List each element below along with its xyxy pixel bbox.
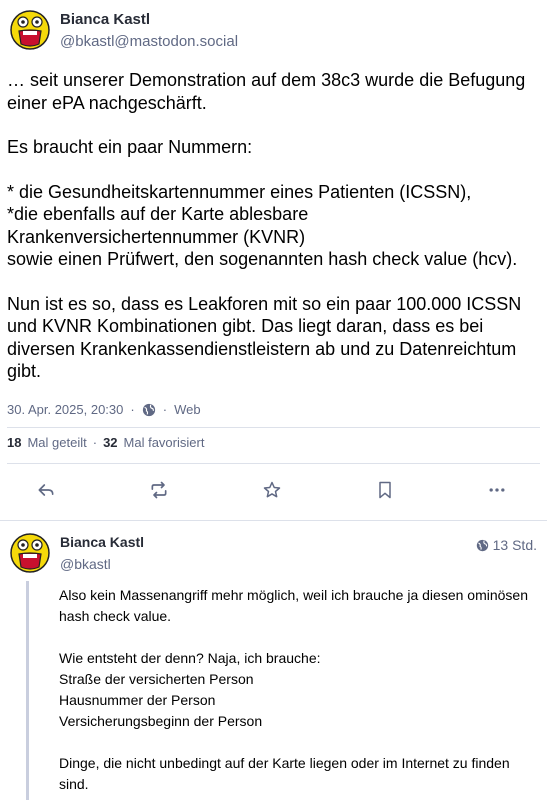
more-icon bbox=[487, 480, 507, 500]
reply-post[interactable] bbox=[0, 520, 547, 800]
meta-separator: · bbox=[130, 402, 135, 417]
post-stats bbox=[7, 435, 204, 450]
reply-paragraph: Dinge, die nicht unbedingt auf der Karte liegen oder im Internet zu finden sind. bbox=[59, 755, 510, 792]
author-avatar[interactable] bbox=[10, 10, 50, 50]
boosts-count[interactable]: 18 bbox=[7, 435, 22, 450]
reply-author-name[interactable]: Bianca Kastl bbox=[60, 534, 145, 550]
reply-paragraph: Wie entsteht der denn? Naja, ich brauche: Straße der versicherten Person Hausnummer der Person Versicherungsbeginn der Person bbox=[59, 650, 321, 729]
post-paragraph: Es braucht ein paar Nummern: bbox=[7, 137, 253, 157]
post-timestamp[interactable]: 30. Apr. 2025, 20:30 bbox=[7, 402, 124, 417]
divider bbox=[7, 427, 540, 428]
globe-icon bbox=[476, 539, 489, 552]
post-content bbox=[7, 69, 540, 405]
post-paragraph: * die Gesundheitskartennummer eines Patienten (ICSSN), *die ebenfalls auf der Karte ablesbare Krankenversichertennummer (KVNR) sowie einen Prüfwert, den sogenannten hash check value (hcv). bbox=[7, 181, 518, 269]
divider bbox=[7, 463, 540, 464]
thread-line bbox=[26, 581, 29, 800]
reply-content bbox=[59, 585, 537, 800]
more-button[interactable] bbox=[482, 476, 512, 504]
stats-separator: · bbox=[92, 435, 98, 450]
reply-author-handle[interactable]: @bkastl bbox=[60, 556, 111, 572]
boost-button[interactable] bbox=[144, 476, 174, 504]
reply-paragraph: Also kein Massenangriff mehr möglich, weil ich brauche ja diesen ominösen hash check value. bbox=[59, 587, 528, 624]
action-bar bbox=[0, 476, 547, 506]
favourites-label[interactable]: Mal favorisiert bbox=[123, 435, 205, 450]
author-handle[interactable]: @bkastl@mastodon.social bbox=[60, 33, 239, 50]
boost-icon bbox=[149, 480, 169, 500]
post-paragraph: Nun ist es so, dass es Leakforen mit so ein paar 100.000 ICSSN und KVNR Kombinationen gibt. Das liegt daran, dass es bei diversen Krankenkassendienstleistern ab und zu Datenreichtum gibt. bbox=[7, 293, 522, 381]
bookmark-icon bbox=[375, 480, 395, 500]
post-meta bbox=[7, 402, 201, 417]
reply-author-avatar[interactable] bbox=[10, 533, 50, 573]
reply-relative-time: 13 Std. bbox=[492, 537, 537, 553]
avatar-icon bbox=[10, 10, 50, 50]
reply-button[interactable] bbox=[31, 476, 61, 504]
globe-icon bbox=[142, 403, 156, 417]
favourite-button[interactable] bbox=[257, 476, 287, 504]
post-client: Web bbox=[174, 402, 201, 417]
avatar-icon bbox=[10, 533, 50, 573]
bookmark-button[interactable] bbox=[370, 476, 400, 504]
post-paragraph: … seit unserer Demonstration auf dem 38c3 wurde die Befugung einer ePA nachgeschärft. bbox=[7, 70, 526, 113]
reply-icon bbox=[36, 480, 56, 500]
reply-time[interactable] bbox=[476, 537, 537, 553]
meta-separator: · bbox=[162, 402, 168, 417]
favourites-count[interactable]: 32 bbox=[103, 435, 118, 450]
boosts-label[interactable]: Mal geteilt bbox=[27, 435, 87, 450]
star-icon bbox=[262, 480, 282, 500]
author-name[interactable]: Bianca Kastl bbox=[60, 11, 151, 28]
